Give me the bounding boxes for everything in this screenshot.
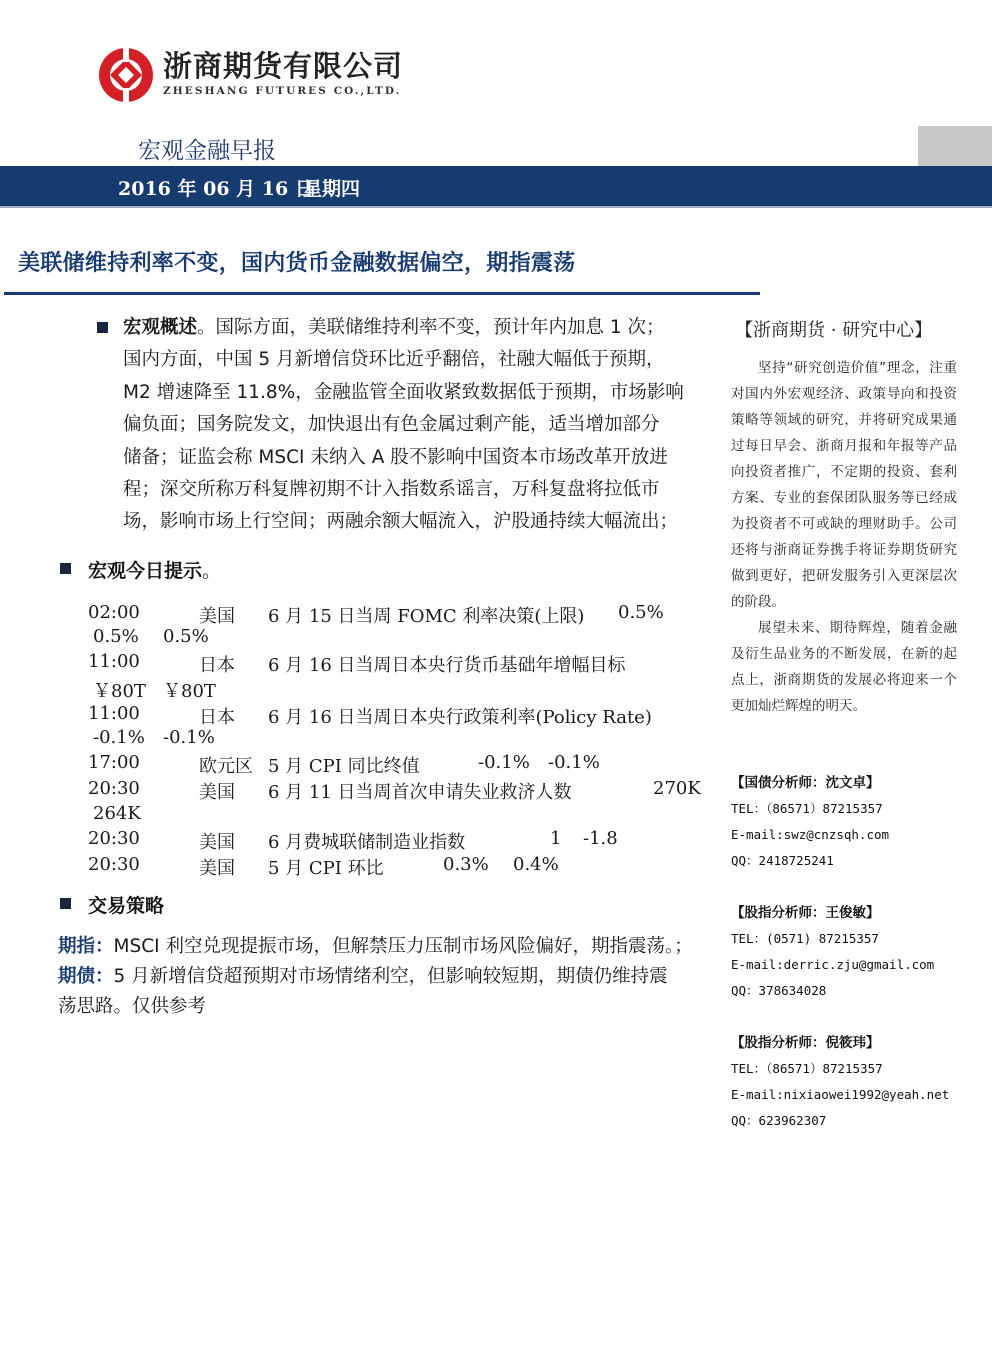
headline-rule [4, 292, 760, 295]
report-date: 2016 年 06 月 16 日 [118, 178, 314, 200]
event-value: ￥80T [163, 681, 216, 702]
event-name: 6 月费城联储制造业指数 [268, 832, 466, 853]
macro-overview [123, 312, 708, 539]
macro-overview-line: 偏负面；国务院发文，加快退出有色金属过剩产能，适当增加部分 [123, 414, 660, 436]
analyst-qq: QQ：623962307 [731, 1113, 827, 1128]
event-country: 日本 [199, 707, 235, 728]
sidebar-title: 【浙商期货 · 研究中心】 [735, 320, 933, 341]
analyst-name: 【国债分析师：沈文卓】 [731, 775, 880, 791]
headline: 美联储维持利率不变，国内货币金融数据偏空，期指震荡 [18, 251, 576, 276]
event-value: 0.3% [443, 854, 489, 875]
event-time: 11:00 [88, 703, 140, 724]
event-country: 美国 [199, 832, 235, 853]
event-name: 5 月 CPI 同比终值 [268, 756, 420, 777]
event-value: -0.1% [163, 727, 215, 748]
analyst-email[interactable]: E-mail:derric.zju@gmail.com [731, 957, 935, 972]
bullet-icon [60, 563, 71, 574]
macro-overview-line: 储备；证监会称 MSCI 未纳入 A 股不影响中国资本市场改革开放进 [123, 446, 668, 468]
analyst-tel: TEL：（86571）87215357 [731, 801, 883, 816]
event-name: 6 月 15 日当周 FOMC 利率决策(上限) [268, 606, 585, 627]
header-gray-tab [918, 126, 992, 166]
today-tips-title-suffix: 。 [202, 560, 222, 582]
macro-overview-line: 国内方面，中国 5 月新增信贷环比近乎翻倍，社融大幅低于预期， [123, 349, 665, 371]
event-country: 欧元区 [199, 756, 253, 777]
macro-overview-line: M2 增速降至 11.8%，金融监管全面收紧致数据低于预期，市场影响 [123, 381, 684, 403]
event-time: 11:00 [88, 651, 140, 672]
event-value: 0.4% [513, 854, 559, 875]
bond-text-cont: 荡思路。仅供参考 [58, 996, 207, 1017]
event-country: 美国 [199, 858, 235, 879]
company-name-cn: 浙商期货有限公司 [163, 49, 404, 83]
analyst-name: 【股指分析师：王俊敏】 [731, 905, 880, 921]
event-time: 20:30 [88, 854, 140, 875]
event-calendar [88, 602, 708, 882]
analyst-tel: TEL：(0571) 87215357 [731, 931, 879, 946]
macro-overview-line: 场，影响市场上行空间；两融余额大幅流入，沪股通持续大幅流出； [123, 511, 679, 533]
bond-label: 期债： [58, 966, 114, 987]
macro-overview-title: 宏观概述 [123, 317, 198, 338]
analyst-email[interactable]: E-mail:nixiaowei1992@yeah.net [731, 1087, 950, 1102]
event-value: -0.1% [548, 752, 600, 773]
event-country: 美国 [199, 782, 235, 803]
event-value: 270K [653, 778, 701, 799]
bond-text: 5 月新增信贷超预期对市场情绪利空，但影响较短期，期债仍维持震 [113, 966, 668, 987]
analyst-qq: QQ：378634028 [731, 983, 827, 998]
analyst-card [731, 770, 889, 874]
event-name: 6 月 11 日当周首次申请失业救济人数 [268, 782, 572, 803]
event-value: 0.5% [618, 602, 664, 623]
event-value: 0.5% [93, 626, 139, 647]
event-value: -0.1% [478, 752, 530, 773]
date-bar [0, 166, 992, 206]
event-country: 美国 [199, 606, 235, 627]
event-time: 20:30 [88, 828, 140, 849]
event-time: 20:30 [88, 778, 140, 799]
date-bar-underline [0, 206, 992, 208]
event-name: 5 月 CPI 环比 [268, 858, 384, 879]
strategy-text [58, 932, 708, 1022]
report-type: 宏观金融早报 [138, 138, 276, 164]
company-logo [96, 46, 156, 104]
analyst-name: 【股指分析师：倪筱玮】 [731, 1035, 880, 1051]
event-name: 6 月 16 日当周日本央行货币基础年增幅目标 [268, 655, 626, 676]
analyst-card [731, 900, 934, 1004]
event-value: ￥80T [93, 681, 146, 702]
event-value: 264K [93, 803, 141, 824]
macro-overview-line: 程；深交所称万科复牌初期不计入指数系谣言，万科复盘将拉低市 [123, 479, 660, 501]
event-time: 17:00 [88, 752, 140, 773]
analyst-card [731, 1030, 949, 1134]
index-text: MSCI 利空兑现提振市场，但解禁压力压制市场风险偏好，期指震荡。； [113, 936, 693, 957]
bullet-icon [60, 898, 71, 909]
bullet-icon [97, 322, 108, 333]
analyst-tel: TEL：（86571）87215357 [731, 1061, 883, 1076]
index-label: 期指： [58, 936, 114, 957]
event-value: -1.8 [583, 828, 618, 849]
strategy-title: 交易策略 [88, 895, 165, 917]
event-name: 6 月 16 日当周日本央行政策利率(Policy Rate) [268, 707, 652, 728]
report-weekday: 星期四 [303, 178, 361, 200]
macro-overview-line: 。国际方面，美联储维持利率不变，预计年内加息 1 次； [197, 317, 665, 338]
event-value: -0.1% [93, 727, 145, 748]
today-tips-title-text: 宏观今日提示 [88, 560, 203, 582]
analyst-email[interactable]: E-mail:swz@cnzsqh.com [731, 827, 890, 842]
analyst-qq: QQ：2418725241 [731, 853, 834, 868]
event-value: 1 [550, 828, 562, 849]
event-time: 02:00 [88, 602, 140, 623]
today-tips-title [88, 556, 221, 583]
sidebar-intro-p2: 展望未来、期待辉煌，随着金融及衍生品业务的不断发展，在新的起点上，浙商期货的发展必将迎来一个更加灿烂辉煌的明天。 [731, 620, 957, 714]
company-name-en: ZHESHANG FUTURES CO.,LTD. [163, 85, 402, 97]
sidebar-intro [731, 355, 957, 719]
event-country: 日本 [199, 655, 235, 676]
sidebar-intro-p1: 坚持“研究创造价值”理念，注重对国内外宏观经济、政策导向和投资策略等领域的研究，并将研究成果通过每日早会、浙商月报和年报等产品向投资者推广，不定期的投资、套利方案、专业的套保团队服务等已经成为投资者不可或缺的理财助手。公司还将与浙商证券携手将证券期货研究做到更好，把研发服务引入更深层次的阶段。 [731, 360, 957, 610]
event-value: 0.5% [163, 626, 209, 647]
